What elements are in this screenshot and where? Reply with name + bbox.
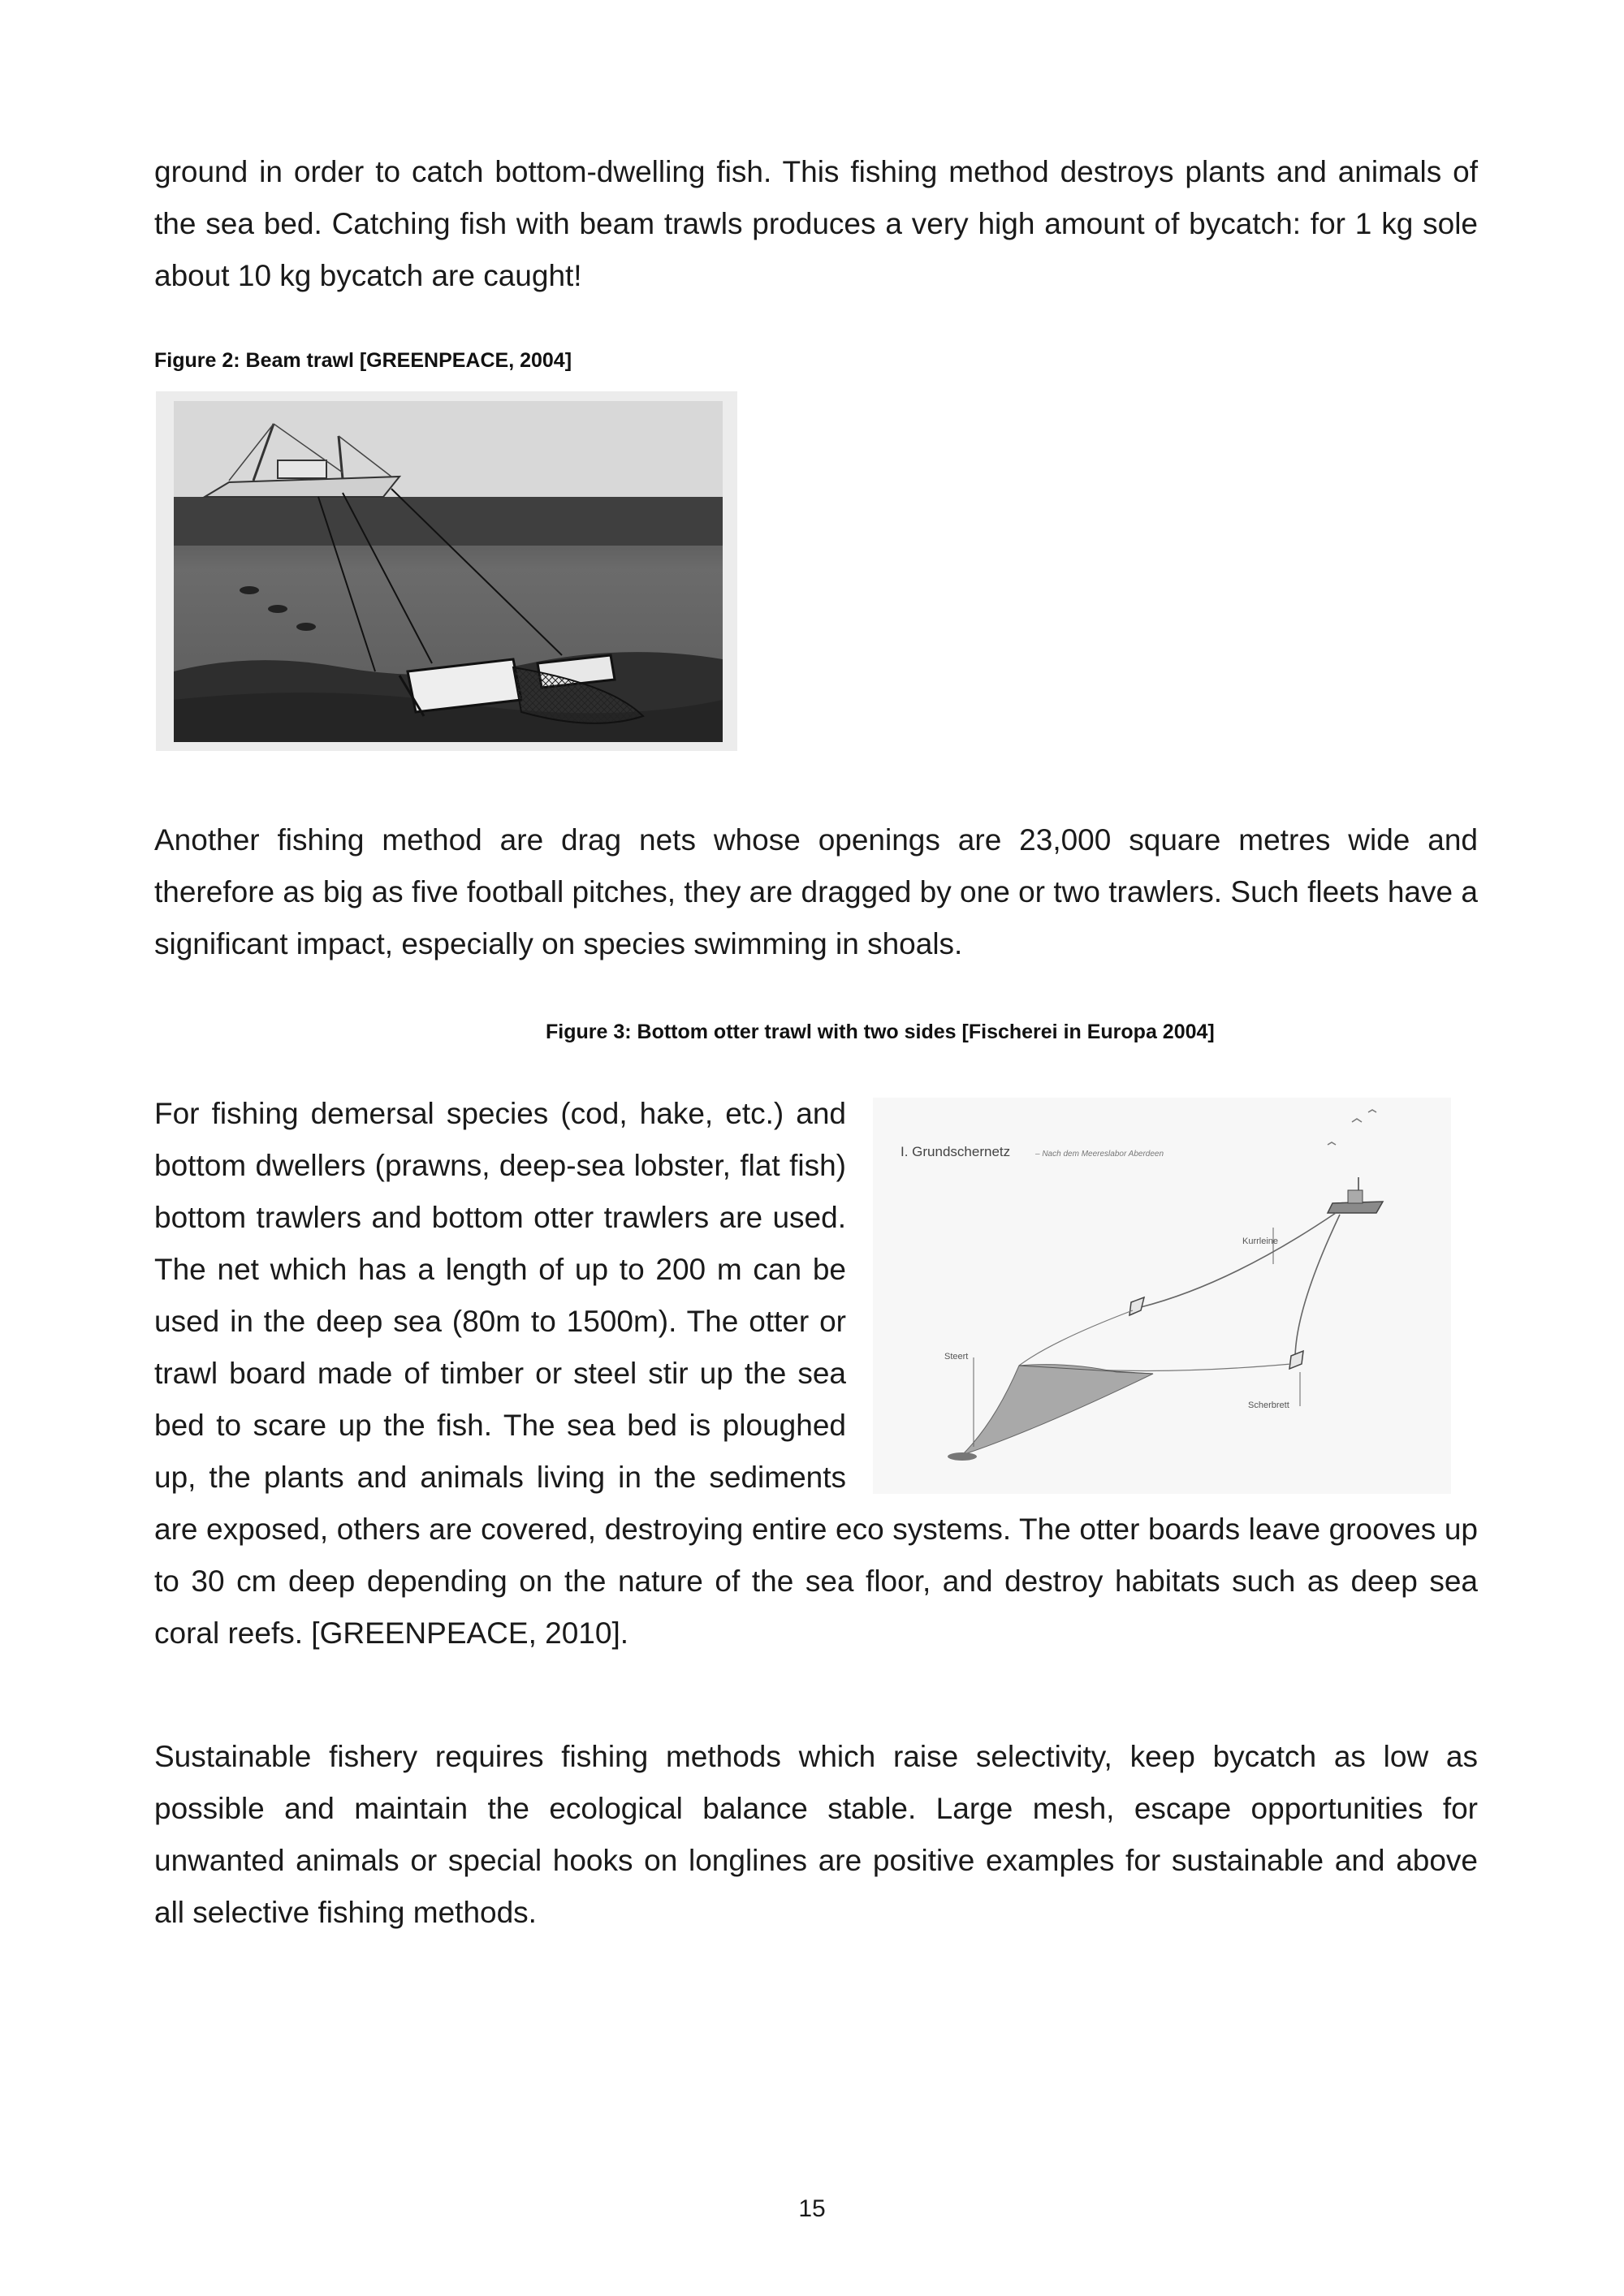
- fig3-subtitle: – Nach dem Meereslabor Aberdeen: [1035, 1150, 1164, 1159]
- fig3-label-scherbrett: Scherbrett: [1248, 1400, 1289, 1410]
- figure-3-caption: Figure 3: Bottom otter trawl with two sides [Fischerei in Europa 2004]: [546, 1021, 1215, 1043]
- paragraph-otter-trawl-continued: are exposed, others are covered, destroying entire eco systems. The otter boards leave grooves up to 30 cm deep depending on the nature of the sea floor, and destroy habitats such as deep sea coral reefs. [GREENPEACE, 2010].: [154, 1513, 1478, 1650]
- figure-3-otter-trawl-image: [873, 1098, 1451, 1494]
- page-number: 15: [798, 2195, 826, 2222]
- paragraph-otter-trawl-line-5: used in the deep sea (80m to 1500m). The otter or: [154, 1305, 846, 1338]
- paragraph-beam-trawl: ground in order to catch bottom-dwelling fish. This fishing method destroys plants and animals of the sea bed. Catching fish with beam trawls produces a very high amount of bycatch: for 1 kg sole about 10 kg bycatch are caught!: [154, 155, 1478, 292]
- paragraph-otter-trawl-line-2: bottom dwellers (prawns, deep-sea lobster, flat fish): [154, 1149, 846, 1182]
- fig3-label-kurrleine: Kurrleine: [1242, 1236, 1279, 1246]
- paragraph-otter-trawl-line-4: The net which has a length of up to 200 m can be: [154, 1253, 846, 1286]
- paragraph-otter-trawl-line-1: For fishing demersal species (cod, hake, etc.) and: [154, 1097, 846, 1130]
- figure-2-caption: Figure 2: Beam trawl [GREENPEACE, 2004]: [154, 349, 572, 372]
- paragraph-sustainable-fishery: Sustainable fishery requires fishing methods which raise selectivity, keep bycatch as low as possible and maintain the ecological balance stable. Large mesh, escape opportunities for unwanted animals or special hooks on longlines are positive examples for sustainable and above all selective fishing methods.: [154, 1740, 1478, 1929]
- paragraph-otter-trawl-line-7: bed to scare up the fish. The sea bed is ploughed: [154, 1409, 846, 1442]
- paragraph-otter-trawl-line-6: trawl board made of timber or steel stir up the sea: [154, 1357, 846, 1390]
- figure-2-beam-trawl-image: [156, 391, 737, 751]
- paragraph-otter-trawl-line-8: up, the plants and animals living in the sediments: [154, 1461, 846, 1494]
- paragraph-drag-nets: Another fishing method are drag nets whose openings are 23,000 square metres wide and therefore as big as five football pitches, they are dragged by one or two trawlers. Such fleets have a significant impact, especially on species swimming in shoals.: [154, 823, 1478, 960]
- paragraph-otter-trawl-line-3: bottom trawlers and bottom otter trawlers are used.: [154, 1201, 846, 1234]
- fig3-title: I. Grundschernetz: [901, 1144, 1011, 1159]
- fig3-label-steert: Steert: [944, 1352, 969, 1362]
